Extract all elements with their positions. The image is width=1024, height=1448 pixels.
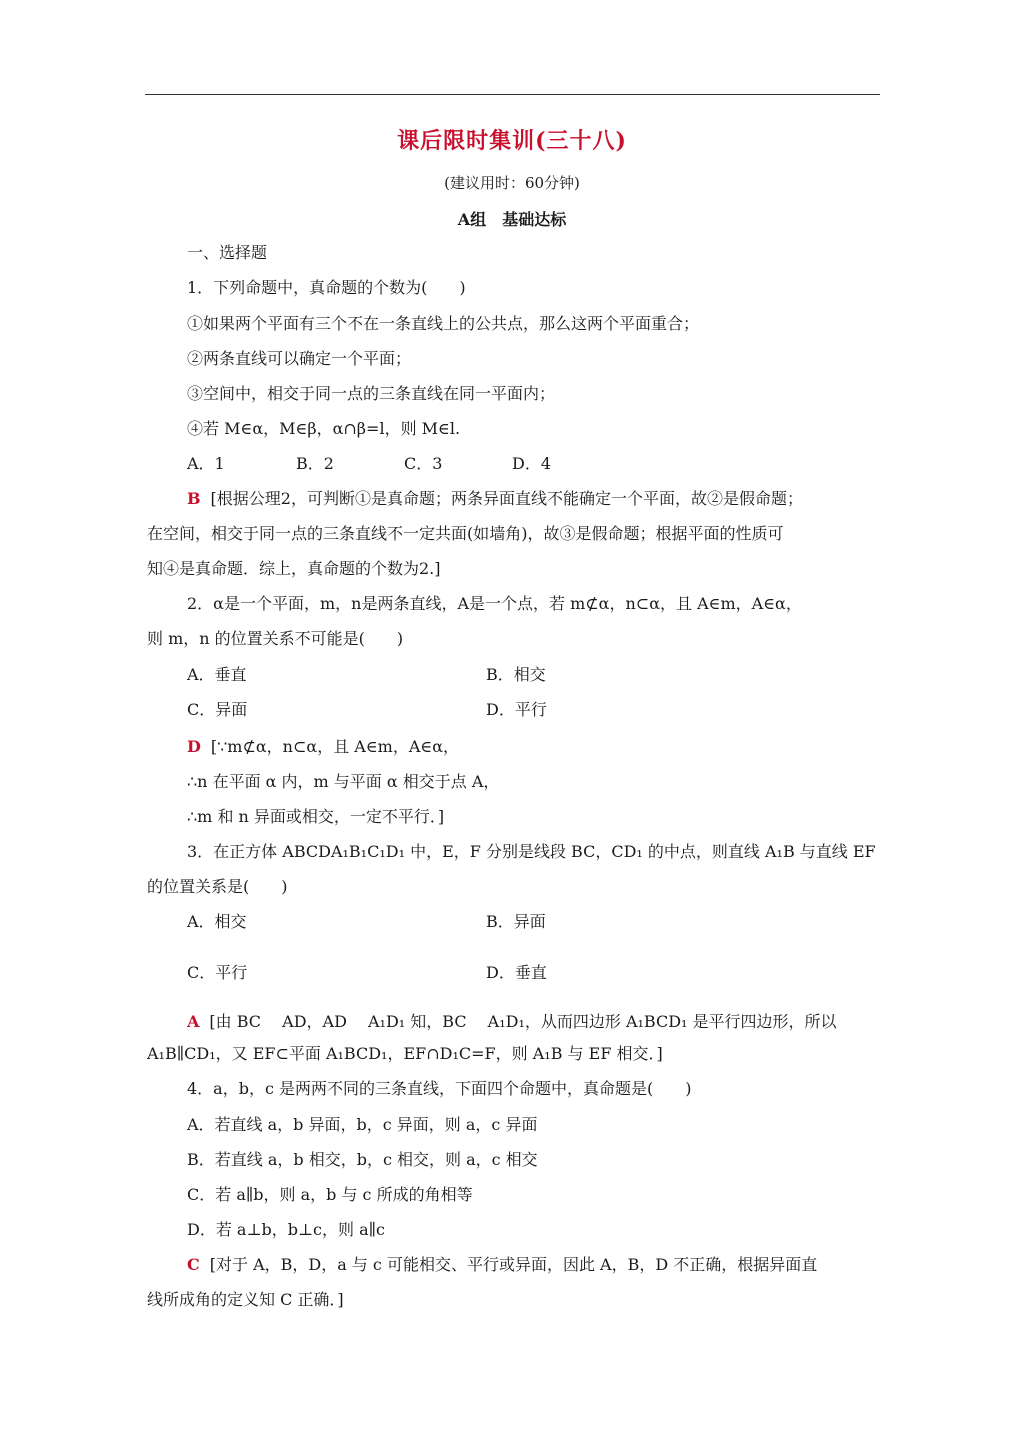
q4-explanation-1 [187, 1254, 817, 1276]
suggested-time: (建议用时：60分钟) [444, 174, 580, 192]
group-heading: A组 基础达标 [457, 210, 567, 229]
q3-option-d: D．垂直 [486, 963, 547, 982]
q3-explanation-1 [187, 1011, 837, 1033]
q1-option-a: A．1 [187, 454, 225, 473]
q2-explanation-3: ∴m 和 n 异面或相交，一定不平行．] [187, 807, 445, 826]
q2-option-d: D．平行 [486, 700, 547, 719]
q2-explanation-2: ∴n 在平面 α 内，m 与平面 α 相交于点 A， [187, 772, 500, 791]
q3-option-b: B．异面 [486, 912, 546, 931]
q3-option-a: A．相交 [187, 912, 247, 931]
q2-explanation-1 [187, 736, 459, 758]
q1-stem: 1．下列命题中，真命题的个数为( ) [187, 278, 466, 297]
q4-option-c: C．若 a∥b，则 a，b 与 c 所成的角相等 [187, 1185, 473, 1204]
q4-explanation-2: 线所成角的定义知 C 正确．] [147, 1290, 344, 1309]
q4-option-a: A．若直线 a，b 异面，b，c 异面，则 a，c 异面 [187, 1115, 538, 1134]
q1-answer: B [187, 489, 201, 508]
header-rule [145, 94, 880, 95]
q3-answer: A [187, 1012, 200, 1031]
page-title: 课后限时集训(三十八) [397, 128, 627, 154]
q2-option-c: C．异面 [187, 700, 248, 719]
q4-option-b: B．若直线 a，b 相交，b，c 相交，则 a，c 相交 [187, 1150, 538, 1169]
q4-explanation-text-1: [对于 A，B，D，a 与 c 可能相交、平行或异面，因此 A，B，D 不正确，根据异面直 [209, 1255, 818, 1274]
q2-option-a: A．垂直 [187, 665, 247, 684]
q1-option-d: D．4 [512, 454, 552, 473]
q1-option-c: C．3 [404, 454, 443, 473]
q1-explanation-1 [187, 488, 803, 510]
q2-answer: D [187, 737, 201, 756]
q4-option-d: D．若 a⊥b，b⊥c，则 a∥c [187, 1220, 385, 1239]
q1-option-b: B．2 [296, 454, 334, 473]
q1-statement-4: ④若 M∈α，M∈β，α∩β=l，则 M∈l. [187, 419, 461, 438]
q3-option-c: C．平行 [187, 963, 248, 982]
q4-answer: C [187, 1255, 200, 1274]
q3-explanation-text-1: [由 BC AD，AD A₁D₁ 知，BC A₁D₁，从而四边形 A₁BCD₁ 是平行四边形，所以 [209, 1012, 837, 1031]
q1-statement-2: ②两条直线可以确定一个平面； [187, 349, 412, 368]
q2-option-b: B．相交 [486, 665, 546, 684]
q4-stem: 4．a，b，c 是两两不同的三条直线，下面四个命题中，真命题是( ) [187, 1079, 692, 1098]
q2-stem-1: 2．α是一个平面，m，n是两条直线，A是一个点，若 m⊄α，n⊂α，且 A∈m，A∈α， [187, 594, 802, 613]
q1-statement-1: ①如果两个平面有三个不在一条直线上的公共点，那么这两个平面重合； [187, 314, 700, 333]
q3-stem-1: 3．在正方体 ABCDA₁B₁C₁D₁ 中，E，F 分别是线段 BC，CD₁ 的中点，则直线 A₁B 与直线 EF [187, 842, 876, 861]
q3-explanation-2: A₁B∥CD₁，又 EF⊂平面 A₁BCD₁，EF∩D₁C=F，则 A₁B 与 EF 相交．] [147, 1044, 663, 1063]
q1-explanation-2: 在空间，相交于同一点的三条直线不一定共面(如墙角)，故③是假命题；根据平面的性质可 [147, 524, 784, 543]
q2-stem-2: 则 m，n 的位置关系不可能是( ) [147, 629, 404, 648]
q1-explanation-3: 知④是真命题．综上，真命题的个数为2.] [147, 559, 441, 578]
q3-stem-2: 的位置关系是( ) [147, 877, 288, 896]
section-heading: 一、选择题 [187, 243, 268, 262]
q1-explanation-text-1: [根据公理2，可判断①是真命题；两条异面直线不能确定一个平面，故②是假命题； [210, 489, 803, 508]
q1-statement-3: ③空间中，相交于同一点的三条直线在同一平面内； [187, 384, 556, 403]
q2-explanation-text-1: [∵m⊄α，n⊂α，且 A∈m，A∈α， [210, 737, 460, 756]
